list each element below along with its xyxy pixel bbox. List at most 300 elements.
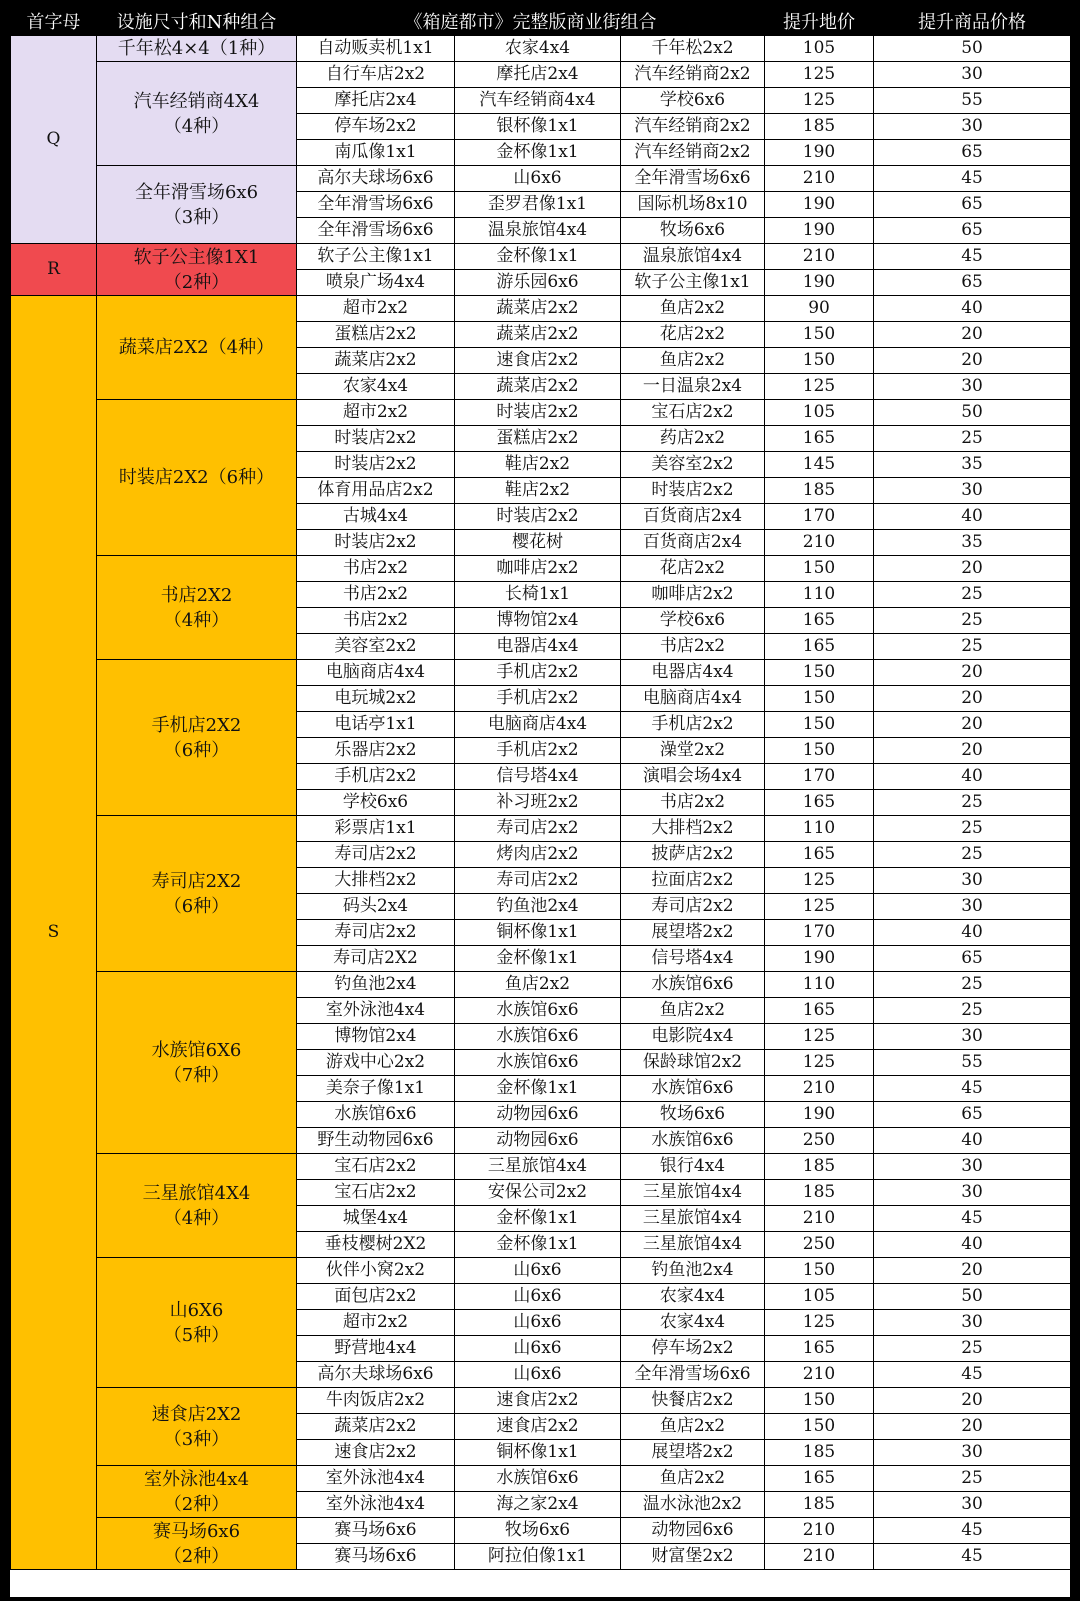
combo-item-3: 温泉旅馆4x4 bbox=[621, 244, 765, 270]
goods-price: 50 bbox=[874, 1284, 1071, 1310]
combo-item-1: 学校6x6 bbox=[297, 790, 455, 816]
combo-item-2: 电器店4x4 bbox=[455, 634, 621, 660]
combo-item-1: 室外泳池4x4 bbox=[297, 1492, 455, 1518]
combo-item-3: 鱼店2x2 bbox=[621, 1414, 765, 1440]
land-value: 90 bbox=[765, 296, 874, 322]
combo-item-1: 时装店2x2 bbox=[297, 530, 455, 556]
combo-item-3: 三星旅馆4x4 bbox=[621, 1180, 765, 1206]
combo-item-3: 拉面店2x2 bbox=[621, 868, 765, 894]
section-letter: S bbox=[11, 296, 97, 1570]
combo-item-3: 澡堂2x2 bbox=[621, 738, 765, 764]
combo-item-3: 动物园6x6 bbox=[621, 1518, 765, 1544]
table-row bbox=[11, 400, 1071, 426]
goods-price: 30 bbox=[874, 1024, 1071, 1050]
combo-item-3: 披萨店2x2 bbox=[621, 842, 765, 868]
facility-group: 室外泳池4x4 （2种） bbox=[97, 1466, 297, 1518]
combo-item-1: 摩托店2x4 bbox=[297, 88, 455, 114]
land-value: 145 bbox=[765, 452, 874, 478]
combo-item-1: 时装店2x2 bbox=[297, 426, 455, 452]
goods-price: 35 bbox=[874, 530, 1071, 556]
combo-item-1: 蛋糕店2x2 bbox=[297, 322, 455, 348]
combo-item-3: 演唱会场4x4 bbox=[621, 764, 765, 790]
table-row bbox=[11, 244, 1071, 270]
goods-price: 65 bbox=[874, 946, 1071, 972]
land-value: 190 bbox=[765, 1102, 874, 1128]
combo-item-3: 电脑商店4x4 bbox=[621, 686, 765, 712]
combo-item-1: 游戏中心2x2 bbox=[297, 1050, 455, 1076]
goods-price: 45 bbox=[874, 1544, 1071, 1570]
land-value: 210 bbox=[765, 1544, 874, 1570]
combo-item-1: 宝石店2x2 bbox=[297, 1154, 455, 1180]
combo-item-1: 高尔夫球场6x6 bbox=[297, 1362, 455, 1388]
combo-item-2: 手机店2x2 bbox=[455, 738, 621, 764]
combo-item-2: 手机店2x2 bbox=[455, 686, 621, 712]
goods-price: 55 bbox=[874, 88, 1071, 114]
header-combo: 《箱庭都市》完整版商业街组合 bbox=[297, 7, 765, 36]
combo-item-1: 超市2x2 bbox=[297, 296, 455, 322]
combo-item-3: 农家4x4 bbox=[621, 1284, 765, 1310]
goods-price: 65 bbox=[874, 1102, 1071, 1128]
land-value: 110 bbox=[765, 582, 874, 608]
combo-item-3: 鱼店2x2 bbox=[621, 998, 765, 1024]
land-value: 190 bbox=[765, 946, 874, 972]
combo-item-3: 水族馆6x6 bbox=[621, 1076, 765, 1102]
combo-item-2: 山6x6 bbox=[455, 166, 621, 192]
goods-price: 20 bbox=[874, 1258, 1071, 1284]
combo-item-2: 寿司店2x2 bbox=[455, 816, 621, 842]
combo-item-3: 展望塔2x2 bbox=[621, 1440, 765, 1466]
combo-item-2: 蔬菜店2x2 bbox=[455, 374, 621, 400]
combo-item-3: 汽车经销商2x2 bbox=[621, 114, 765, 140]
land-value: 210 bbox=[765, 1362, 874, 1388]
combo-item-2: 铜杯像1x1 bbox=[455, 920, 621, 946]
table-row bbox=[11, 62, 1071, 88]
combo-item-3: 水族馆6x6 bbox=[621, 1128, 765, 1154]
facility-group: 蔬菜店2X2（4种） bbox=[97, 296, 297, 400]
goods-price: 55 bbox=[874, 1050, 1071, 1076]
goods-price: 25 bbox=[874, 634, 1071, 660]
combo-item-3: 保龄球馆2x2 bbox=[621, 1050, 765, 1076]
combo-item-1: 美容室2x2 bbox=[297, 634, 455, 660]
combo-item-3: 快餐店2x2 bbox=[621, 1388, 765, 1414]
combo-item-2: 水族馆6x6 bbox=[455, 1050, 621, 1076]
goods-price: 50 bbox=[874, 36, 1071, 62]
combo-item-2: 牧场6x6 bbox=[455, 1518, 621, 1544]
land-value: 165 bbox=[765, 426, 874, 452]
table-body bbox=[11, 36, 1071, 1570]
combo-item-2: 电脑商店4x4 bbox=[455, 712, 621, 738]
goods-price: 30 bbox=[874, 1154, 1071, 1180]
combo-item-1: 野生动物园6x6 bbox=[297, 1128, 455, 1154]
combo-item-2: 速食店2x2 bbox=[455, 348, 621, 374]
goods-price: 25 bbox=[874, 998, 1071, 1024]
table-row bbox=[11, 1466, 1071, 1492]
goods-price: 30 bbox=[874, 1310, 1071, 1336]
combo-item-3: 手机店2x2 bbox=[621, 712, 765, 738]
land-value: 150 bbox=[765, 556, 874, 582]
combo-item-3: 书店2x2 bbox=[621, 634, 765, 660]
combo-item-3: 鱼店2x2 bbox=[621, 348, 765, 374]
land-value: 250 bbox=[765, 1128, 874, 1154]
combo-item-3: 鱼店2x2 bbox=[621, 296, 765, 322]
table-row bbox=[11, 816, 1071, 842]
facility-group: 赛马场6x6 （2种） bbox=[97, 1518, 297, 1570]
goods-price: 45 bbox=[874, 1362, 1071, 1388]
header-letter: 首字母 bbox=[11, 7, 97, 36]
combo-item-2: 山6x6 bbox=[455, 1258, 621, 1284]
land-value: 165 bbox=[765, 608, 874, 634]
combo-item-1: 赛马场6x6 bbox=[297, 1518, 455, 1544]
land-value: 150 bbox=[765, 1388, 874, 1414]
sheet-left-edge bbox=[0, 6, 10, 1597]
combo-item-2: 鞋店2x2 bbox=[455, 452, 621, 478]
combo-item-2: 咖啡店2x2 bbox=[455, 556, 621, 582]
combo-item-2: 蛋糕店2x2 bbox=[455, 426, 621, 452]
combo-item-1: 自行车店2x2 bbox=[297, 62, 455, 88]
combo-item-1: 停车场2x2 bbox=[297, 114, 455, 140]
land-value: 125 bbox=[765, 88, 874, 114]
goods-price: 20 bbox=[874, 712, 1071, 738]
combo-item-1: 手机店2x2 bbox=[297, 764, 455, 790]
table-row bbox=[11, 296, 1071, 322]
facility-group: 水族馆6X6 （7种） bbox=[97, 972, 297, 1154]
goods-price: 20 bbox=[874, 1388, 1071, 1414]
land-value: 250 bbox=[765, 1232, 874, 1258]
combo-item-1: 蔬菜店2x2 bbox=[297, 1414, 455, 1440]
combo-item-3: 三星旅馆4x4 bbox=[621, 1206, 765, 1232]
goods-price: 40 bbox=[874, 764, 1071, 790]
land-value: 150 bbox=[765, 322, 874, 348]
land-value: 170 bbox=[765, 920, 874, 946]
combo-item-1: 大排档2x2 bbox=[297, 868, 455, 894]
combo-item-3: 大排档2x2 bbox=[621, 816, 765, 842]
combo-item-2: 蔬菜店2x2 bbox=[455, 322, 621, 348]
land-value: 185 bbox=[765, 1440, 874, 1466]
facility-group: 书店2X2 （4种） bbox=[97, 556, 297, 660]
combo-item-1: 电玩城2x2 bbox=[297, 686, 455, 712]
combo-item-2: 信号塔4x4 bbox=[455, 764, 621, 790]
land-value: 125 bbox=[765, 62, 874, 88]
combo-item-2: 动物园6x6 bbox=[455, 1128, 621, 1154]
goods-price: 25 bbox=[874, 842, 1071, 868]
goods-price: 30 bbox=[874, 894, 1071, 920]
combo-item-3: 花店2x2 bbox=[621, 322, 765, 348]
combo-item-1: 水族馆6x6 bbox=[297, 1102, 455, 1128]
combo-item-2: 博物馆2x4 bbox=[455, 608, 621, 634]
goods-price: 40 bbox=[874, 920, 1071, 946]
goods-price: 30 bbox=[874, 62, 1071, 88]
combo-item-3: 书店2x2 bbox=[621, 790, 765, 816]
sheet-bottom-edge bbox=[0, 1597, 1080, 1601]
goods-price: 45 bbox=[874, 244, 1071, 270]
combo-item-2: 蔬菜店2x2 bbox=[455, 296, 621, 322]
land-value: 150 bbox=[765, 348, 874, 374]
combo-item-1: 室外泳池4x4 bbox=[297, 1466, 455, 1492]
land-value: 125 bbox=[765, 1024, 874, 1050]
combo-item-1: 室外泳池4x4 bbox=[297, 998, 455, 1024]
land-value: 125 bbox=[765, 894, 874, 920]
combo-item-3: 千年松2x2 bbox=[621, 36, 765, 62]
facility-group: 全年滑雪场6x6 （3种） bbox=[97, 166, 297, 244]
combo-item-3: 展望塔2x2 bbox=[621, 920, 765, 946]
land-value: 110 bbox=[765, 816, 874, 842]
combo-item-1: 彩票店1x1 bbox=[297, 816, 455, 842]
combo-item-2: 山6x6 bbox=[455, 1336, 621, 1362]
land-value: 125 bbox=[765, 1050, 874, 1076]
combo-item-1: 书店2x2 bbox=[297, 556, 455, 582]
combo-item-3: 电影院4x4 bbox=[621, 1024, 765, 1050]
combo-item-2: 补习班2x2 bbox=[455, 790, 621, 816]
combo-item-2: 寿司店2x2 bbox=[455, 868, 621, 894]
land-value: 210 bbox=[765, 1076, 874, 1102]
combo-item-1: 软子公主像1x1 bbox=[297, 244, 455, 270]
combo-item-3: 三星旅馆4x4 bbox=[621, 1232, 765, 1258]
goods-price: 20 bbox=[874, 348, 1071, 374]
goods-price: 40 bbox=[874, 1232, 1071, 1258]
land-value: 170 bbox=[765, 504, 874, 530]
combo-item-2: 水族馆6x6 bbox=[455, 1466, 621, 1492]
combo-item-3: 全年滑雪场6x6 bbox=[621, 166, 765, 192]
facility-group: 千年松4×4（1种） bbox=[97, 36, 297, 62]
combo-item-2: 安保公司2x2 bbox=[455, 1180, 621, 1206]
combo-item-2: 阿拉伯像1x1 bbox=[455, 1544, 621, 1570]
combo-item-1: 赛马场6x6 bbox=[297, 1544, 455, 1570]
land-value: 165 bbox=[765, 1466, 874, 1492]
combo-item-3: 财富堡2x2 bbox=[621, 1544, 765, 1570]
land-value: 165 bbox=[765, 998, 874, 1024]
land-value: 190 bbox=[765, 218, 874, 244]
table-row bbox=[11, 1388, 1071, 1414]
combo-item-2: 动物园6x6 bbox=[455, 1102, 621, 1128]
land-value: 125 bbox=[765, 868, 874, 894]
combo-item-1: 书店2x2 bbox=[297, 608, 455, 634]
land-value: 210 bbox=[765, 166, 874, 192]
combo-item-1: 全年滑雪场6x6 bbox=[297, 218, 455, 244]
table-row bbox=[11, 660, 1071, 686]
goods-price: 45 bbox=[874, 1518, 1071, 1544]
combo-item-3: 汽车经销商2x2 bbox=[621, 140, 765, 166]
combo-item-1: 寿司店2X2 bbox=[297, 946, 455, 972]
combo-item-2: 钓鱼池2x4 bbox=[455, 894, 621, 920]
land-value: 150 bbox=[765, 738, 874, 764]
land-value: 150 bbox=[765, 712, 874, 738]
combo-item-2: 时装店2x2 bbox=[455, 504, 621, 530]
combo-item-3: 温水泳池2x2 bbox=[621, 1492, 765, 1518]
combo-item-2: 水族馆6x6 bbox=[455, 1024, 621, 1050]
combo-item-3: 花店2x2 bbox=[621, 556, 765, 582]
combo-item-1: 野营地4x4 bbox=[297, 1336, 455, 1362]
goods-price: 25 bbox=[874, 790, 1071, 816]
combo-item-1: 书店2x2 bbox=[297, 582, 455, 608]
land-value: 210 bbox=[765, 530, 874, 556]
combo-item-1: 乐器店2x2 bbox=[297, 738, 455, 764]
combo-item-1: 喷泉广场4x4 bbox=[297, 270, 455, 296]
combo-item-1: 博物馆2x4 bbox=[297, 1024, 455, 1050]
goods-price: 25 bbox=[874, 608, 1071, 634]
combo-item-1: 城堡4x4 bbox=[297, 1206, 455, 1232]
goods-price: 20 bbox=[874, 660, 1071, 686]
header-goods-price: 提升商品价格 bbox=[874, 7, 1071, 36]
combo-item-3: 国际机场8x10 bbox=[621, 192, 765, 218]
combo-item-1: 钓鱼池2x4 bbox=[297, 972, 455, 998]
combo-item-3: 一日温泉2x4 bbox=[621, 374, 765, 400]
facility-group: 汽车经销商4X4 （4种） bbox=[97, 62, 297, 166]
combo-item-2: 烤肉店2x2 bbox=[455, 842, 621, 868]
goods-price: 65 bbox=[874, 140, 1071, 166]
land-value: 125 bbox=[765, 374, 874, 400]
combo-item-2: 三星旅馆4x4 bbox=[455, 1154, 621, 1180]
goods-price: 20 bbox=[874, 322, 1071, 348]
combo-item-2: 鞋店2x2 bbox=[455, 478, 621, 504]
combo-item-1: 宝石店2x2 bbox=[297, 1180, 455, 1206]
goods-price: 30 bbox=[874, 1492, 1071, 1518]
header-row bbox=[11, 7, 1071, 36]
goods-price: 65 bbox=[874, 218, 1071, 244]
goods-price: 45 bbox=[874, 166, 1071, 192]
land-value: 185 bbox=[765, 478, 874, 504]
combo-item-3: 药店2x2 bbox=[621, 426, 765, 452]
land-value: 190 bbox=[765, 270, 874, 296]
goods-price: 25 bbox=[874, 1466, 1071, 1492]
combo-item-3: 农家4x4 bbox=[621, 1310, 765, 1336]
combo-table bbox=[10, 6, 1071, 1570]
combo-item-2: 金杯像1x1 bbox=[455, 1232, 621, 1258]
goods-price: 40 bbox=[874, 1128, 1071, 1154]
combo-item-2: 金杯像1x1 bbox=[455, 1206, 621, 1232]
combo-item-3: 美容室2x2 bbox=[621, 452, 765, 478]
combo-item-3: 时装店2x2 bbox=[621, 478, 765, 504]
combo-item-3: 电器店4x4 bbox=[621, 660, 765, 686]
land-value: 210 bbox=[765, 1518, 874, 1544]
goods-price: 35 bbox=[874, 452, 1071, 478]
combo-item-3: 鱼店2x2 bbox=[621, 1466, 765, 1492]
land-value: 185 bbox=[765, 1492, 874, 1518]
combo-item-1: 自动贩卖机1x1 bbox=[297, 36, 455, 62]
combo-item-3: 信号塔4x4 bbox=[621, 946, 765, 972]
combo-item-3: 钓鱼池2x4 bbox=[621, 1258, 765, 1284]
combo-item-2: 汽车经销商4x4 bbox=[455, 88, 621, 114]
land-value: 170 bbox=[765, 764, 874, 790]
combo-item-1: 牛肉饭店2x2 bbox=[297, 1388, 455, 1414]
goods-price: 20 bbox=[874, 686, 1071, 712]
combo-item-1: 时装店2x2 bbox=[297, 452, 455, 478]
combo-item-3: 软子公主像1x1 bbox=[621, 270, 765, 296]
facility-group: 山6X6 （5种） bbox=[97, 1258, 297, 1388]
goods-price: 50 bbox=[874, 400, 1071, 426]
land-value: 190 bbox=[765, 192, 874, 218]
table-row bbox=[11, 1258, 1071, 1284]
combo-item-1: 寿司店2x2 bbox=[297, 842, 455, 868]
table-row bbox=[11, 1154, 1071, 1180]
sheet-right-edge bbox=[1070, 6, 1080, 1597]
combo-item-3: 宝石店2x2 bbox=[621, 400, 765, 426]
combo-item-3: 停车场2x2 bbox=[621, 1336, 765, 1362]
combo-item-1: 超市2x2 bbox=[297, 400, 455, 426]
combo-item-3: 寿司店2x2 bbox=[621, 894, 765, 920]
combo-item-2: 铜杯像1x1 bbox=[455, 1440, 621, 1466]
facility-group: 速食店2X2 （3种） bbox=[97, 1388, 297, 1466]
combo-item-2: 速食店2x2 bbox=[455, 1414, 621, 1440]
combo-item-2: 山6x6 bbox=[455, 1310, 621, 1336]
land-value: 165 bbox=[765, 1336, 874, 1362]
goods-price: 25 bbox=[874, 972, 1071, 998]
combo-item-2: 樱花树 bbox=[455, 530, 621, 556]
combo-item-2: 金杯像1x1 bbox=[455, 140, 621, 166]
combo-item-2: 速食店2x2 bbox=[455, 1388, 621, 1414]
land-value: 185 bbox=[765, 114, 874, 140]
land-value: 210 bbox=[765, 244, 874, 270]
goods-price: 65 bbox=[874, 192, 1071, 218]
goods-price: 30 bbox=[874, 1180, 1071, 1206]
combo-item-1: 美奈子像1x1 bbox=[297, 1076, 455, 1102]
facility-group: 三星旅馆4X4 （4种） bbox=[97, 1154, 297, 1258]
land-value: 105 bbox=[765, 400, 874, 426]
combo-item-2: 金杯像1x1 bbox=[455, 1076, 621, 1102]
facility-group: 手机店2X2 （6种） bbox=[97, 660, 297, 816]
combo-item-1: 速食店2x2 bbox=[297, 1440, 455, 1466]
table-row bbox=[11, 36, 1071, 62]
land-value: 165 bbox=[765, 790, 874, 816]
combo-item-2: 温泉旅馆4x4 bbox=[455, 218, 621, 244]
combo-item-2: 歪罗君像1x1 bbox=[455, 192, 621, 218]
combo-item-3: 学校6x6 bbox=[621, 608, 765, 634]
table-row bbox=[11, 1518, 1071, 1544]
combo-item-2: 手机店2x2 bbox=[455, 660, 621, 686]
section-letter: Q bbox=[11, 36, 97, 244]
combo-item-3: 百货商店2x4 bbox=[621, 530, 765, 556]
land-value: 190 bbox=[765, 140, 874, 166]
land-value: 165 bbox=[765, 634, 874, 660]
combo-item-1: 农家4x4 bbox=[297, 374, 455, 400]
goods-price: 25 bbox=[874, 1336, 1071, 1362]
land-value: 110 bbox=[765, 972, 874, 998]
combo-item-2: 金杯像1x1 bbox=[455, 946, 621, 972]
goods-price: 45 bbox=[874, 1076, 1071, 1102]
combo-item-1: 码头2x4 bbox=[297, 894, 455, 920]
goods-price: 30 bbox=[874, 114, 1071, 140]
land-value: 105 bbox=[765, 36, 874, 62]
land-value: 150 bbox=[765, 660, 874, 686]
combo-item-1: 高尔夫球场6x6 bbox=[297, 166, 455, 192]
goods-price: 45 bbox=[874, 1206, 1071, 1232]
table-row bbox=[11, 166, 1071, 192]
land-value: 125 bbox=[765, 1310, 874, 1336]
goods-price: 30 bbox=[874, 868, 1071, 894]
goods-price: 20 bbox=[874, 1414, 1071, 1440]
goods-price: 25 bbox=[874, 582, 1071, 608]
section-letter: R bbox=[11, 244, 97, 296]
combo-item-1: 古城4x4 bbox=[297, 504, 455, 530]
goods-price: 40 bbox=[874, 504, 1071, 530]
combo-item-2: 山6x6 bbox=[455, 1362, 621, 1388]
facility-group: 寿司店2X2 （6种） bbox=[97, 816, 297, 972]
combo-item-2: 海之家2x4 bbox=[455, 1492, 621, 1518]
combo-item-2: 游乐园6x6 bbox=[455, 270, 621, 296]
combo-item-2: 银杯像1x1 bbox=[455, 114, 621, 140]
header-land-value: 提升地价 bbox=[765, 7, 874, 36]
combo-item-3: 咖啡店2x2 bbox=[621, 582, 765, 608]
combo-item-1: 全年滑雪场6x6 bbox=[297, 192, 455, 218]
combo-item-2: 长椅1x1 bbox=[455, 582, 621, 608]
combo-item-1: 面包店2x2 bbox=[297, 1284, 455, 1310]
facility-group: 时装店2X2（6种） bbox=[97, 400, 297, 556]
goods-price: 20 bbox=[874, 738, 1071, 764]
goods-price: 30 bbox=[874, 374, 1071, 400]
combo-item-2: 金杯像1x1 bbox=[455, 244, 621, 270]
facility-group: 软子公主像1X1 （2种） bbox=[97, 244, 297, 296]
land-value: 150 bbox=[765, 1258, 874, 1284]
combo-item-3: 银行4x4 bbox=[621, 1154, 765, 1180]
